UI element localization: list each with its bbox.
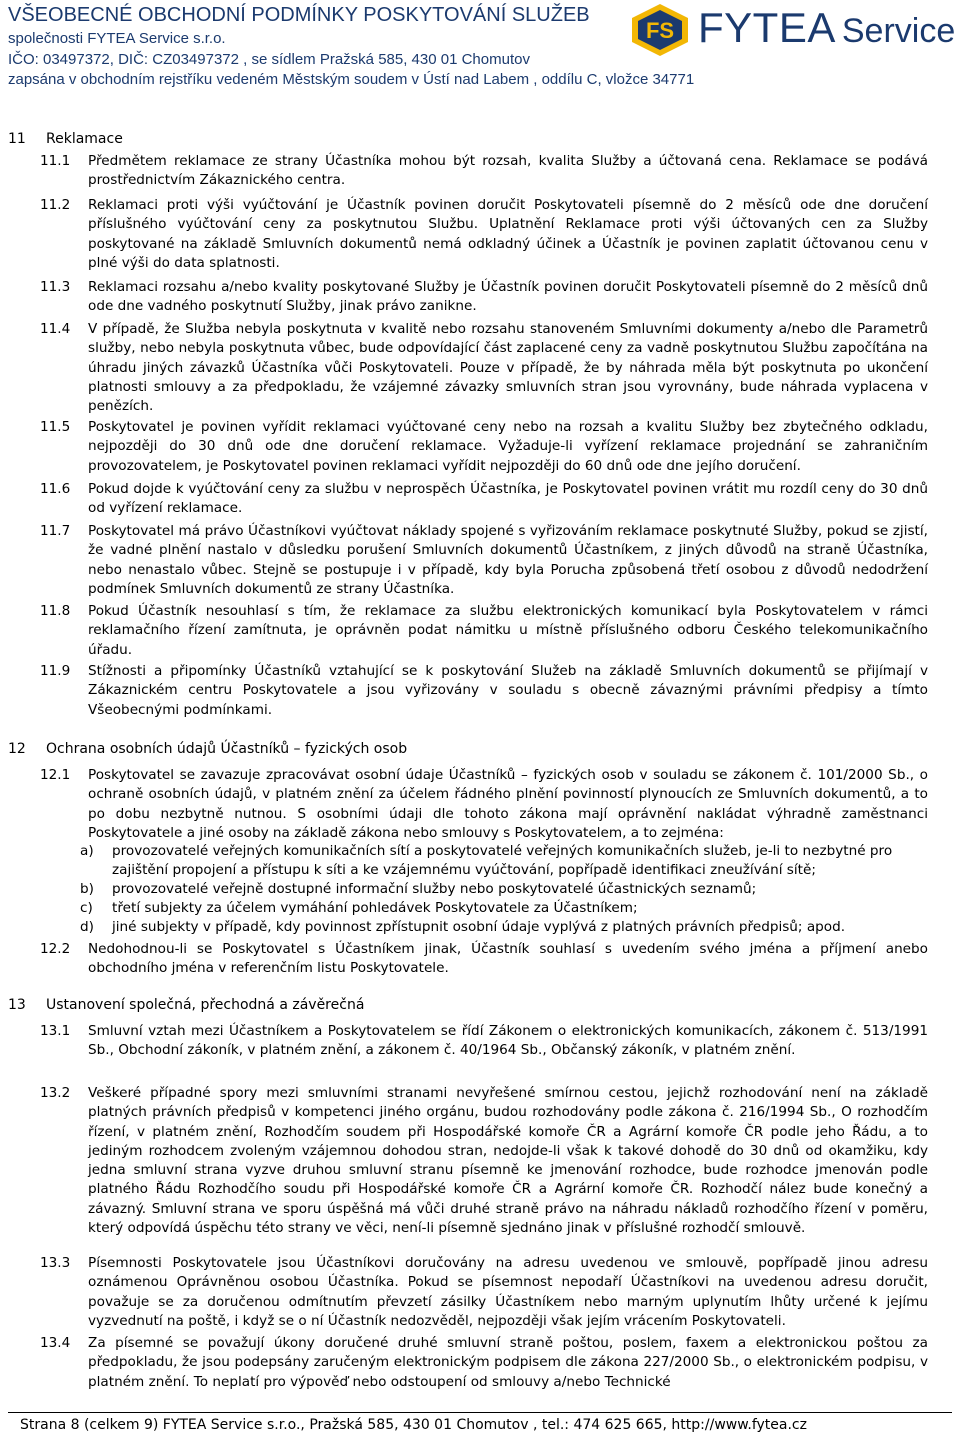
- company-name: společnosti FYTEA Service s.r.o.: [8, 30, 226, 47]
- logo-wordmark: [698, 2, 955, 57]
- clause-13-1: [40, 1022, 928, 1061]
- clause-text: Předmětem reklamace ze strany Účastníka mohou být rozsah, kvalita Služby a účtovaná cena. Reklamace se podává prostřednictvím Zákaznického centra.: [88, 153, 928, 189]
- clause-number: 13.3: [40, 1255, 71, 1271]
- clause-text: Pokud dojde k vyúčtování ceny za službu v neprospěch Účastníka, je Poskytovatel povinen vrátit mu rozdíl ceny do 30 dnů od vyřízení reklamace.: [88, 481, 928, 517]
- list-item-key: d): [80, 919, 94, 935]
- clause-number: 12.1: [40, 767, 71, 783]
- clause-text: Poskytovatel je povinen vyřídit reklamaci vyúčtované ceny nebo na rozsah a kvalitu Služby bez zbytečného odkladu, nejpozději do 30 dnů ode dne doručení reklamace. Vyžaduje-li vyřízení reklamace projednání se zahraničním provozovatelem, je Poskytovatel povinen reklamaci vyřídit nejpozději do 60 dnů ode dne jejího doručení.: [88, 419, 928, 474]
- section-number: 11: [8, 131, 26, 147]
- clause-number: 11.6: [40, 481, 71, 497]
- page-footer: Strana 8 (celkem 9) FYTEA Service s.r.o., Pražská 585, 430 01 Chomutov , tel.: 474 625 665, http://www.fytea.cz: [20, 1417, 807, 1433]
- clause-number: 12.2: [40, 941, 71, 957]
- clause-11-9: [40, 662, 928, 720]
- footer-divider: [8, 1412, 952, 1413]
- list-item-d: [80, 918, 928, 937]
- clause-number: 11.2: [40, 197, 71, 213]
- clause-text: Reklamaci rozsahu a/nebo kvality poskytované Služby je Účastník povinen doručit Poskytovateli písemně do 2 měsíců dnů ode dne vadného poskytnutí Služby, jinak právo zanikne.: [88, 279, 928, 315]
- fytea-logo: [628, 2, 960, 58]
- list-item-b: [80, 880, 928, 899]
- company-ids: IČO: 03497372, DIČ: CZ03497372 , se sídlem Pražská 585, 430 01 Chomutov: [8, 50, 530, 68]
- clause-13-4: [40, 1334, 928, 1392]
- section-number: 12: [8, 741, 26, 757]
- clause-text: V případě, že Služba nebyla poskytnuta v kvalitě nebo rozsahu stanoveném Smluvními dokumenty a/nebo dle Parametrů služby, nebo nebyla poskytnuta vůbec, bude odpovídající část zaplacené ceny za vadně poskytnutou Službu započítána na úhradu jiných závazků Účastníka vůči Poskytovateli. Pouze v případě, že by náhrada měla být poskytnuta po ukončení platnosti smlouvy a za předpokladu, že vzájemné závazky smluvních stran jsou vyrovnány, bude náhrada vyplacena v penězích.: [88, 321, 928, 415]
- clause-number: 11.1: [40, 153, 71, 169]
- clause-text: Veškeré případné spory mezi smluvními stranami nevyřešené smírnou cestou, jejichž rozhodování není na základě platných právních předpisů v kompetenci jiného orgánu, budou rozhodovány podle zákona č. 216/1994 Sb., O rozhodčím řízení, v platném znění, Rozhodčím soudem při Hospodářské komoře ČR a Agrární komoře ČR podle jeho Řádu, a to jediným rozhodcem zvoleným vzájemnou dohodou stran, nedojde-li však k takové dohodě do 30 dnů od okamžiku, kdy jedna smluvní strana vyzve druhou smluvní stranu písemně ke jmenování rozhodce, bude rozhodce jmenován podle platného Řádu Rozhodčího soudu při Hospodářské komoře ČR a Agrární komoře ČR. Rozhodčí nález bude konečný a závazný. Smluvní strana ve sporu úspěšná má vůči druhé straně právo na náhradu nákladů rozhodčího řízení v poměru, který odpovídá úspěchu této strany ve věci, není-li písemně sjednáno jinak v příslušné rozhodčí smlouvě.: [88, 1085, 928, 1237]
- clause-number: 11.4: [40, 321, 71, 337]
- logo-service-text: Service: [841, 12, 956, 50]
- list-item-text: třetí subjekty za účelem vymáhání pohledávek Poskytovatele za Účastníkem;: [112, 900, 638, 916]
- clause-number: 11.7: [40, 523, 71, 539]
- list-item-key: b): [80, 881, 94, 897]
- clause-13-2: [40, 1084, 928, 1238]
- list-item-text: provozovatelé veřejných komunikačních sítí a poskytovatelé veřejných komunikačních služeb, je-li to nezbytné pro zajištění propojení a přístupu k síti a ke vzájemnému vyúčtování, popřípadě identifikaci zneužívání sítě;: [112, 843, 893, 879]
- document-title: VŠEOBECNÉ OBCHODNÍ PODMÍNKY POSKYTOVÁNÍ SLUŽEB: [8, 4, 590, 26]
- clause-11-5: [40, 418, 928, 476]
- section-title: Reklamace: [46, 131, 123, 147]
- list-item-key: c): [80, 900, 93, 916]
- clause-number: 13.4: [40, 1335, 71, 1351]
- logo-main-text: FYTEA: [698, 4, 836, 51]
- clause-11-7: [40, 522, 928, 599]
- clause-text: Smluvní vztah mezi Účastníkem a Poskytovatelem se řídí Zákonem o elektronických komunikacích, zákonem č. 513/1991 Sb., Obchodní zákoník, v platném znění, a zákonem č. 40/1964 Sb., Občanský zákoník, v platném znění.: [88, 1023, 928, 1059]
- section-number: 13: [8, 997, 26, 1013]
- clause-number: 11.5: [40, 419, 71, 435]
- clause-11-4: [40, 320, 928, 416]
- clause-12-1: [40, 766, 928, 843]
- section-heading-12: [8, 740, 407, 759]
- list-item-key: a): [80, 843, 94, 859]
- clause-11-3: [40, 278, 928, 317]
- clause-text: Nedohodnou-li se Poskytovatel s Účastníkem jinak, Účastník souhlasí s uvedením svého jména a příjmení anebo obchodního jména v referenčním listu Poskytovatele.: [88, 941, 928, 977]
- section-title: Ochrana osobních údajů Účastníků – fyzických osob: [46, 741, 408, 757]
- clause-11-1: [40, 152, 928, 191]
- logo-badge-text: FS: [645, 18, 675, 43]
- clause-text: Pokud Účastník nesouhlasí s tím, že reklamace za službu elektronických komunikací byla Poskytovatelem v rámci reklamačního řízení zamítnuta, je oprávněn podat námitku u místně příslušného odboru Českého telekomunikačního úřadu.: [88, 603, 928, 658]
- clause-text: Písemnosti Poskytovatele jsou Účastníkovi doručovány na adresu uvedenou ve smlouvě, popřípadě jinou adresu oznámenou Oprávněnou osobou Účastníka. Pokud se písemnost nepodaří Účastníkovi na uvedenou adresu doručit, považuje se za doručenou odmítnutím převzetí zásilky Účastníkem nebo marným uplynutím lhůty určené k jejímu vyzvednutí na poště, i když se o ní Účastník nedozvěděl, nejpozději však jejím vrácením Poskytovateli.: [88, 1255, 928, 1329]
- clause-number: 11.3: [40, 279, 71, 295]
- clause-number: 11.8: [40, 603, 71, 619]
- section-heading-11: [8, 130, 123, 149]
- clause-number: 11.9: [40, 663, 71, 679]
- list-item-c: [80, 899, 928, 918]
- document-header: [0, 0, 960, 108]
- clause-text: Poskytovatel má právo Účastníkovi vyúčtovat náklady spojené s vyřizováním reklamace poskytnuté Služby, pokud se zjistí, že vadné plnění nastalo v důsledku porušení Smluvních dokumentů Účastníkem, z jiných důvodů na straně Účastníka, nebo nenastalo vůbec. Stejně se postupuje i v případě, kdy byla Porucha způsobená třetí osobou z důvodů nedodržení podmínek Smluvních dokumentů ze strany Účastníka.: [88, 523, 928, 597]
- list-item-a: [80, 842, 928, 881]
- list-item-text: provozovatelé veřejně dostupné informační služby nebo poskytovatelé účastnických seznamů;: [112, 881, 757, 897]
- clause-text: Stížnosti a připomínky Účastníků vztahující se k poskytování Služeb na základě Smluvních dokumentů se přijímají v Zákaznickém centru Poskytovatele a jsou vyřizovány v souladu s obecně závaznými právními předpisy a tímto Všeobecnými podmínkami.: [88, 663, 928, 718]
- clause-text: Reklamaci proti výši vyúčtování je Účastník povinen doručit Poskytovateli písemně do 2 měsíců ode dne doručení příslušného vyúčtování ceny za poskytnutou Službu. Uplatnění Reklamace proti výši účtovaných cen za Služby poskytované na základě Smluvních dokumentů nemá odkladný účinek a Účastník je povinen zaplatit účtovanou cenu v plné výši do data splatnosti.: [88, 197, 928, 271]
- clause-11-6: [40, 480, 928, 519]
- company-register: zapsána v obchodním rejstříku vedeném Městským soudem v Ústí nad Labem , oddílu C, vložce 34771: [8, 71, 695, 88]
- clause-text: Poskytovatel se zavazuje zpracovávat osobní údaje Účastníků – fyzických osob v souladu se zákonem č. 101/2000 Sb., o ochraně osobních údajů, v platném znění za účelem řádného plnění povinností plynoucích ze Smluvních dokumentů, a to po dobu nezbytně nutnou. S osobními údaji dle tohoto zákona mají oprávnění nakládat výhradně zaměstnanci Poskytovatele a jiné osoby na základě zákona nebo smlouvy s Poskytovatelem, a to zejména:: [88, 767, 928, 841]
- clause-12-2: [40, 940, 928, 979]
- section-heading-13: [8, 996, 364, 1015]
- clause-number: 13.1: [40, 1023, 71, 1039]
- clause-13-3: [40, 1254, 928, 1331]
- clause-11-2: [40, 196, 928, 273]
- list-item-text: jiné subjekty v případě, kdy povinnost zpřístupnit osobní údaje vyplývá z platných právních předpisů; apod.: [112, 919, 846, 935]
- clause-text: Za písemné se považují úkony doručené druhé smluvní straně poštou, poslem, faxem a elektronickou poštou za předpokladu, že jsou podepsány zaručeným elektronickým podpisem dle zákona 227/2000 Sb., o elektronickém podpisu, v platném znění. To neplatí pro výpověď nebo odstoupení od smlouvy a/nebo Technické: [88, 1335, 928, 1390]
- fs-badge-icon: [628, 2, 692, 58]
- section-title: Ustanovení společná, přechodná a závěrečná: [46, 997, 365, 1013]
- clause-11-8: [40, 602, 928, 660]
- clause-number: 13.2: [40, 1085, 71, 1101]
